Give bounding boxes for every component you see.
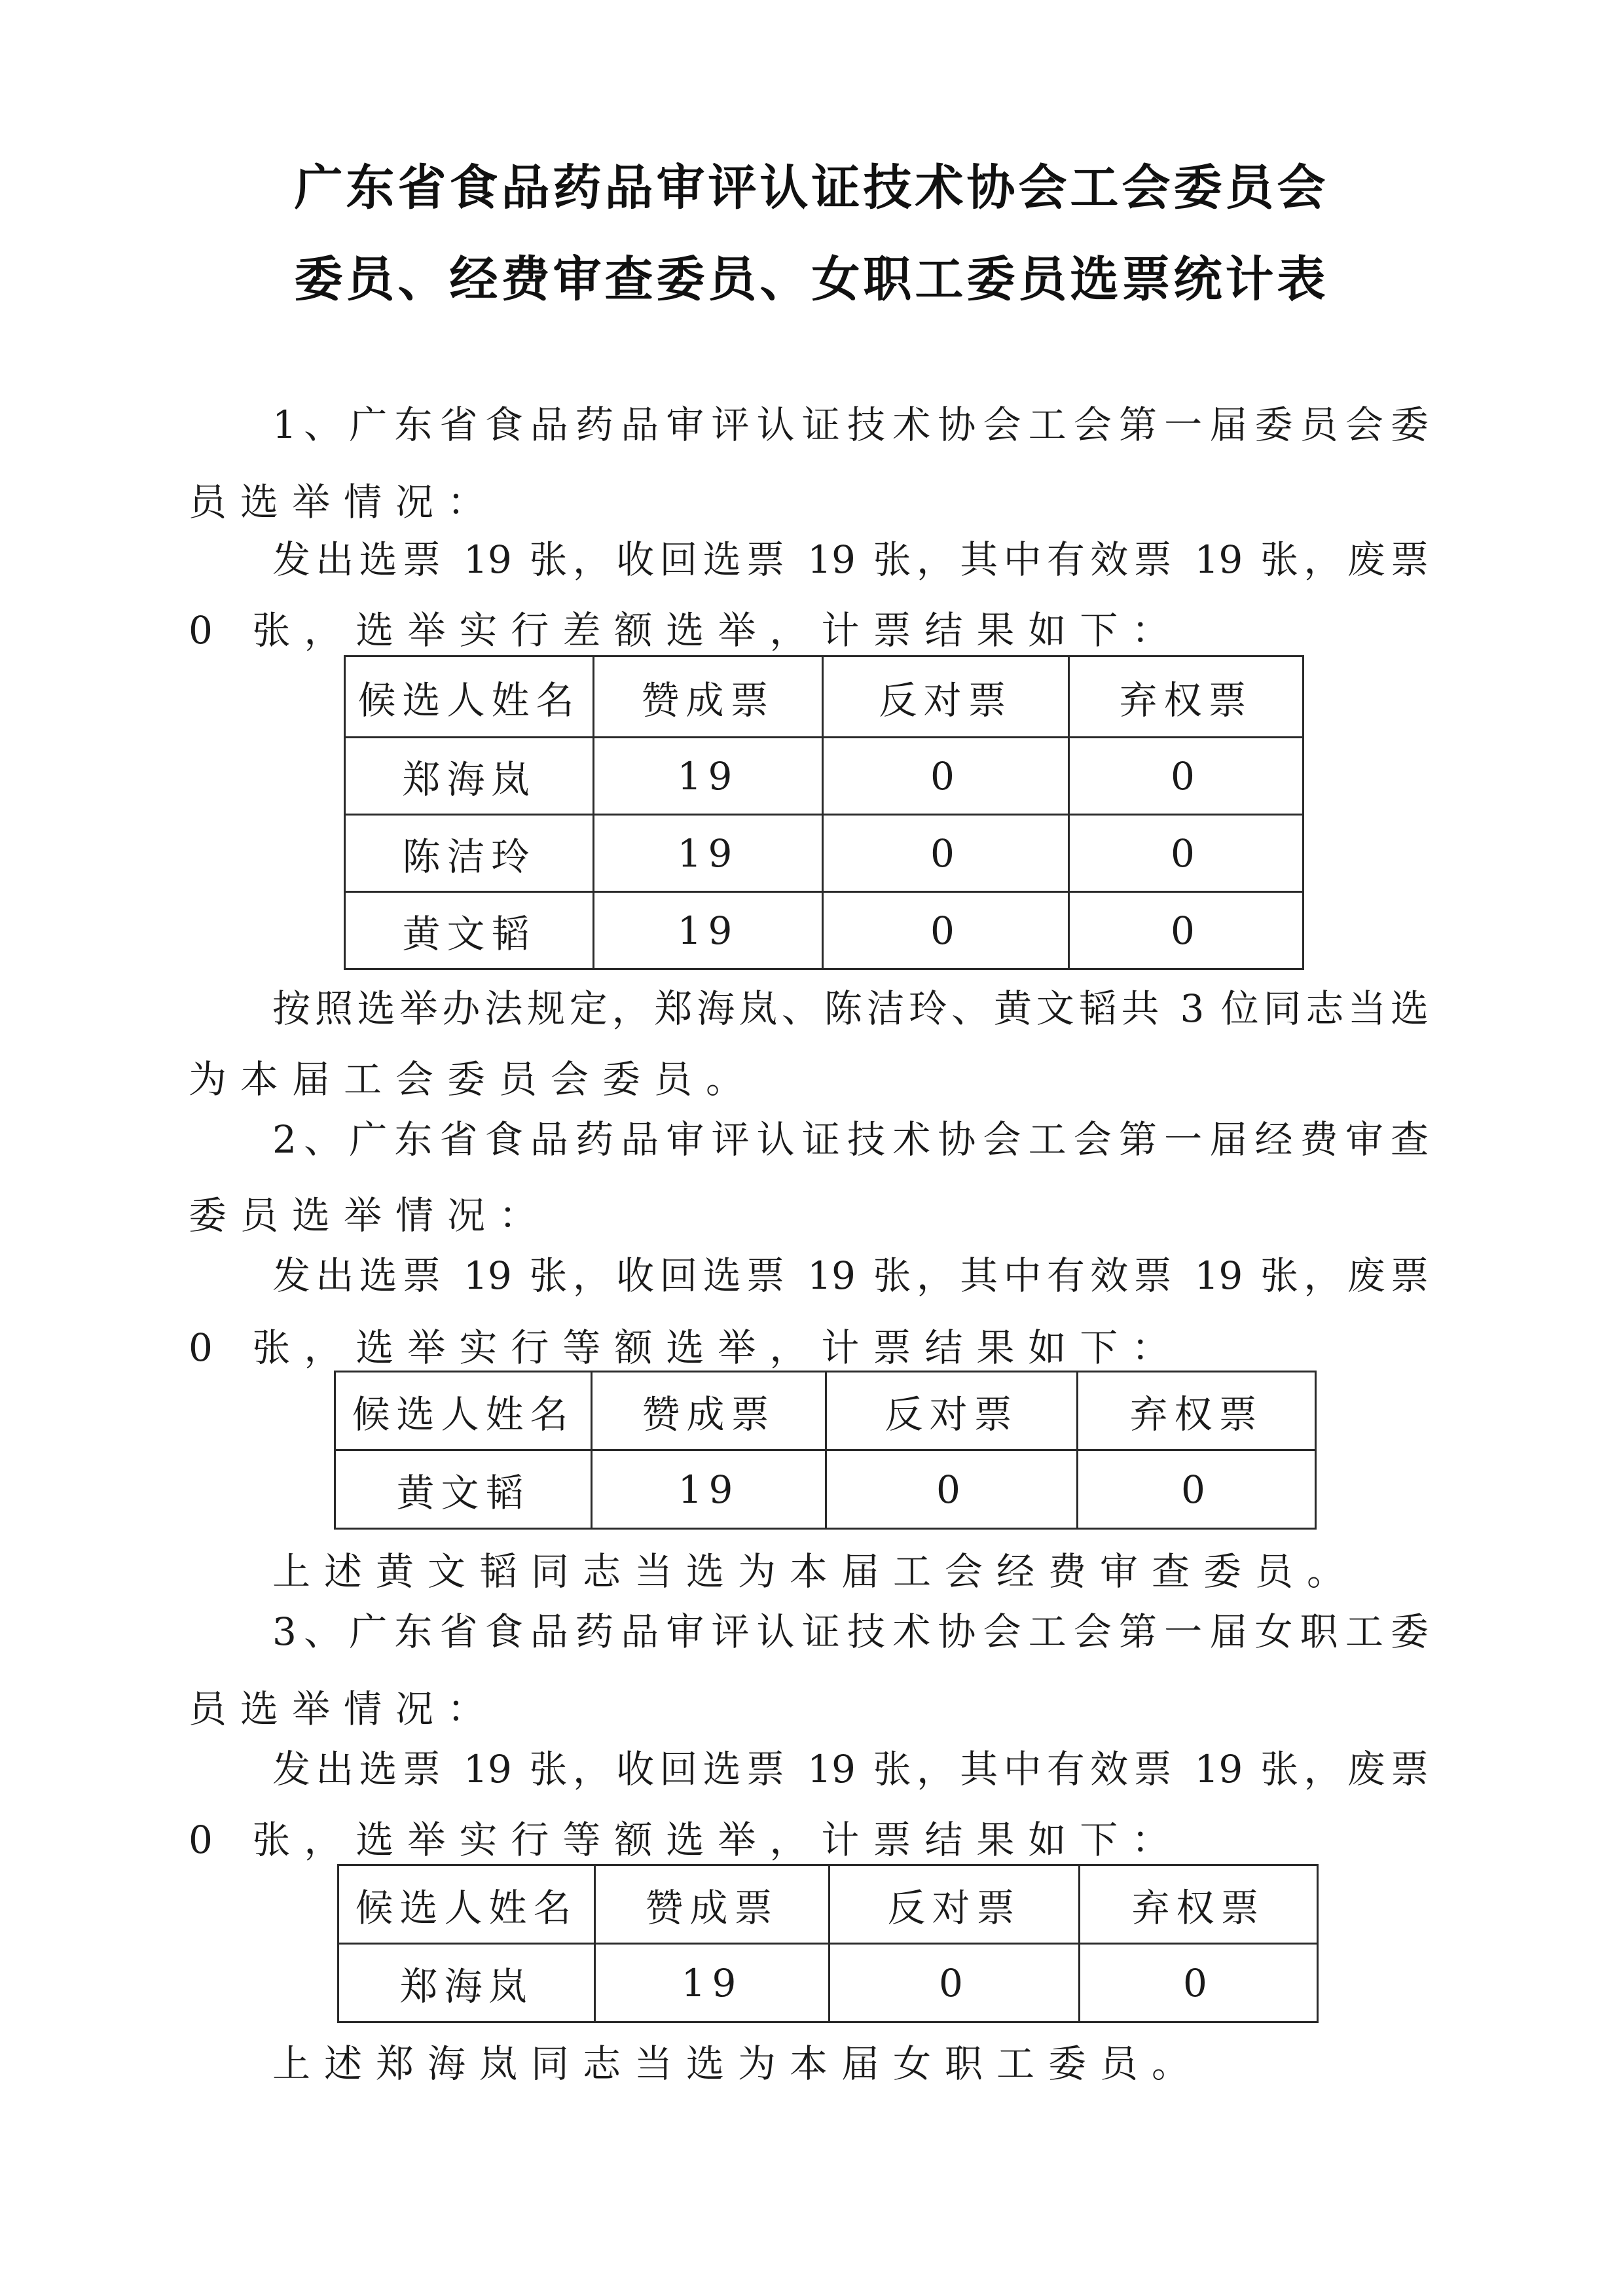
oppose-count: 0 — [823, 815, 1069, 892]
oppose-count: 0 — [826, 1450, 1078, 1529]
col-header-approve: 赞成票 — [595, 1865, 830, 1944]
section3-heading-cont: 员选举情况： — [189, 1687, 500, 1731]
section2-ballot-info: 发出选票 19 张，收回选票 19 张，其中有效票 19 张，废票 — [272, 1253, 1429, 1298]
table-row — [338, 1944, 1318, 2022]
oppose-count: 0 — [823, 738, 1069, 815]
col-header-abstain: 弃权票 — [1069, 656, 1304, 738]
abstain-count: 0 — [1080, 1944, 1318, 2022]
table-row — [345, 738, 1304, 815]
section2-vote-table — [334, 1371, 1317, 1530]
table-row — [335, 1450, 1316, 1529]
col-header-oppose: 反对票 — [823, 656, 1069, 738]
col-header-oppose: 反对票 — [826, 1372, 1078, 1450]
approve-count: 19 — [592, 1450, 826, 1529]
abstain-count: 0 — [1069, 738, 1304, 815]
col-header-name: 候选人姓名 — [338, 1865, 595, 1944]
approve-count: 19 — [594, 738, 823, 815]
section1-heading: 1、广东省食品药品审评认证技术协会工会第一届委员会委 — [272, 403, 1429, 447]
col-header-name: 候选人姓名 — [335, 1372, 592, 1450]
section1-result: 按照选举办法规定，郑海岚、陈洁玲、黄文韬共 3 位同志当选 — [272, 986, 1429, 1031]
approve-count: 19 — [595, 1944, 830, 2022]
col-header-abstain: 弃权票 — [1078, 1372, 1316, 1450]
section3-ballot-info-cont: 0 张，选举实行等额选举，计票结果如下： — [189, 1818, 1184, 1862]
section1-vote-table — [344, 655, 1304, 970]
section1-ballot-info: 发出选票 19 张，收回选票 19 张，其中有效票 19 张，废票 — [272, 537, 1429, 582]
section1-heading-cont: 员选举情况： — [189, 480, 500, 524]
section3-ballot-info: 发出选票 19 张，收回选票 19 张，其中有效票 19 张，废票 — [272, 1747, 1429, 1791]
section2-heading: 2、广东省食品药品审评认证技术协会工会第一届经费审查 — [272, 1117, 1429, 1162]
section2-result: 上述黄文韬同志当选为本届工会经费审查委员。 — [272, 1549, 1359, 1594]
document-title-line-2: 委员、经费审查委员、女职工委员选票统计表 — [294, 251, 1329, 308]
section1-ballot-info-cont: 0 张，选举实行差额选举，计票结果如下： — [189, 608, 1184, 653]
abstain-count: 0 — [1069, 892, 1304, 969]
document-title-line-1: 广东省食品药品审评认证技术协会工会委员会 — [294, 160, 1329, 216]
candidate-name: 郑海岚 — [345, 738, 594, 815]
section3-result: 上述郑海岚同志当选为本届女职工委员。 — [272, 2041, 1204, 2086]
oppose-count: 0 — [823, 892, 1069, 969]
abstain-count: 0 — [1069, 815, 1304, 892]
section3-vote-table — [337, 1864, 1319, 2023]
candidate-name: 陈洁玲 — [345, 815, 594, 892]
candidate-name: 黄文韬 — [335, 1450, 592, 1529]
section2-ballot-info-cont: 0 张，选举实行等额选举，计票结果如下： — [189, 1325, 1184, 1370]
section3-heading: 3、广东省食品药品审评认证技术协会工会第一届女职工委 — [272, 1609, 1429, 1654]
col-header-approve: 赞成票 — [592, 1372, 826, 1450]
oppose-count: 0 — [830, 1944, 1080, 2022]
section2-heading-cont: 委员选举情况： — [189, 1193, 551, 1238]
table-row — [345, 815, 1304, 892]
candidate-name: 郑海岚 — [338, 1944, 595, 2022]
approve-count: 19 — [594, 892, 823, 969]
table-row — [345, 892, 1304, 969]
section1-result-cont: 为本届工会委员会委员。 — [189, 1057, 758, 1102]
col-header-name: 候选人姓名 — [345, 656, 594, 738]
abstain-count: 0 — [1078, 1450, 1316, 1529]
col-header-oppose: 反对票 — [830, 1865, 1080, 1944]
col-header-abstain: 弃权票 — [1080, 1865, 1318, 1944]
candidate-name: 黄文韬 — [345, 892, 594, 969]
col-header-approve: 赞成票 — [594, 656, 823, 738]
approve-count: 19 — [594, 815, 823, 892]
